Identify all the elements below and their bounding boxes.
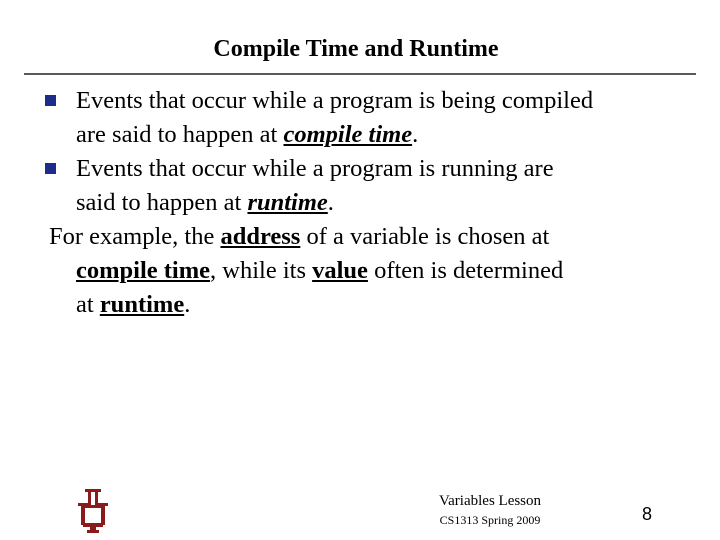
slide-title: Compile Time and Runtime: [213, 36, 499, 62]
text-fragment: .: [184, 291, 191, 318]
bullet-text: Events that occur while a program is being compiled: [76, 87, 594, 114]
text-fragment: are said to happen at: [76, 121, 284, 148]
term-runtime: runtime: [247, 189, 328, 216]
term-compile-time: compile time: [76, 257, 211, 284]
term-runtime: runtime: [99, 291, 185, 318]
text-fragment: For example, the: [49, 223, 221, 250]
square-bullet-icon: [45, 95, 56, 106]
bullet-continuation: [49, 186, 689, 220]
example-line: [49, 254, 689, 288]
example-line: [49, 288, 689, 322]
term-compile-time: compile time: [283, 121, 413, 148]
text-fragment: often is determined: [367, 257, 564, 284]
title-divider: [24, 73, 696, 75]
bullet-text: Events that occur while a program is running are: [76, 155, 554, 182]
bullet-continuation: [49, 118, 689, 152]
term-address: address: [220, 223, 301, 250]
text-fragment: said to happen at: [76, 189, 248, 216]
text-fragment: , while its: [210, 257, 313, 284]
square-bullet-icon: [45, 163, 56, 174]
text-fragment: of a variable is chosen at: [300, 223, 550, 250]
example-line: [49, 220, 689, 254]
bullet-item: [49, 152, 689, 186]
term-value: value: [312, 257, 368, 284]
footer-lesson: Variables Lesson: [438, 493, 542, 509]
text-fragment: .: [327, 189, 334, 216]
text-fragment: at: [76, 291, 100, 318]
bullet-item: [49, 84, 689, 118]
text-fragment: .: [412, 121, 419, 148]
slide-body: [49, 84, 689, 322]
university-logo-icon: [76, 489, 110, 533]
page-number: 8: [642, 504, 653, 524]
footer-course: CS1313 Spring 2009: [439, 513, 541, 527]
